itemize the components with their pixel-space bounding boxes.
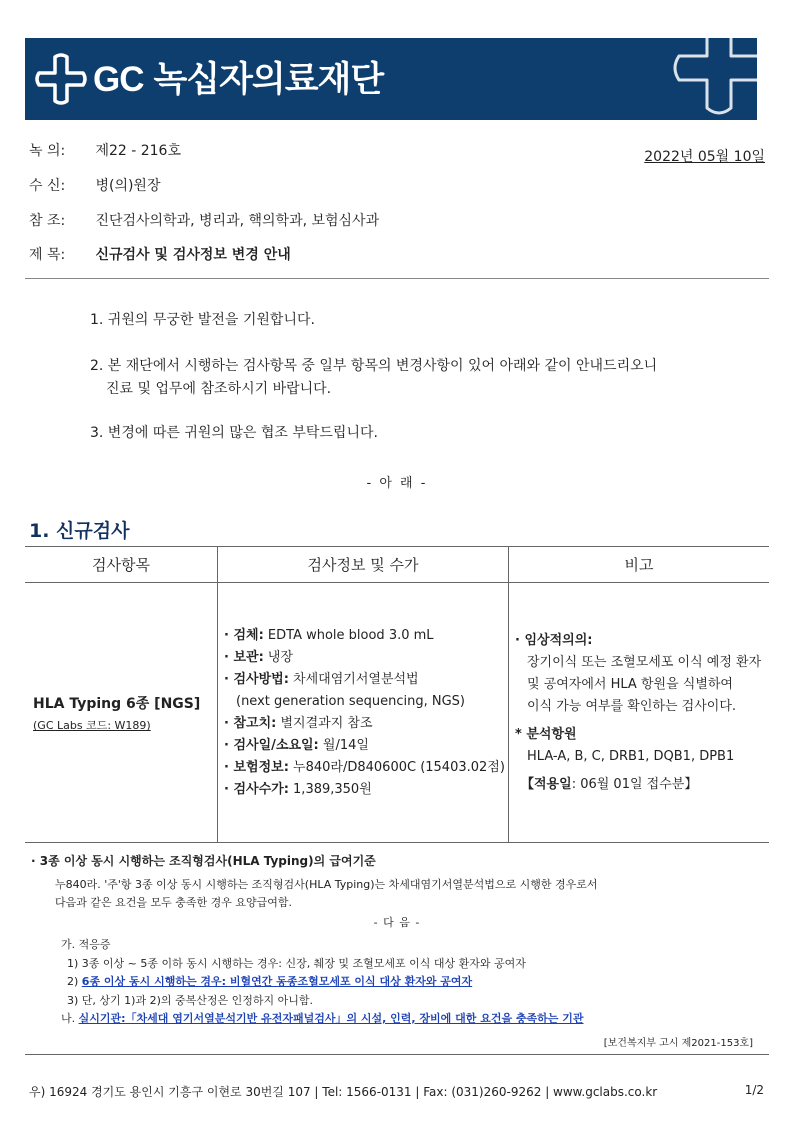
footer: [29, 1083, 764, 1100]
paragraph-3: 3. 변경에 따른 귀원의 많은 협조 부탁드립니다.: [90, 425, 378, 441]
header-cell: 비고: [509, 547, 770, 583]
notice-reference: [보건복지부 고시 제2021-153호]: [603, 1038, 753, 1049]
info-line: · 검사일/소요일: 월/14일: [224, 738, 369, 753]
standard-line: 1) 3종 이상 ~ 5종 이하 동시 시행하는 경우: 신장, 췌장 및 조혈모세포 이식 대상 환자와 공여자: [67, 957, 526, 970]
table-header-row: [25, 547, 769, 583]
standard-line: 누840라. '주'항 3종 이상 동시 시행하는 조직형검사(HLA Typing)는 차세대염기서열분석법으로 시행한 경우로서: [55, 878, 598, 891]
standard-line: 가. 적응증: [61, 938, 111, 951]
divider: [25, 278, 769, 279]
info-cell: [218, 583, 509, 844]
section-title: 1. 신규검사: [29, 520, 130, 542]
paragraph-1: 1. 귀원의 무궁한 발전을 기원합니다.: [90, 312, 315, 328]
header-banner: [25, 38, 757, 120]
standard-line: 다음과 같은 요건을 모두 충족한 경우 요양급여함.: [55, 896, 292, 909]
note-apply: 【적용일: 06월 01일 접수분】: [521, 777, 698, 792]
paragraph-2a: 2. 본 재단에서 시행하는 검사항목 중 일부 항목의 변경사항이 있어 아래와 같이 안내드리오니: [90, 358, 658, 374]
standard-line: 나. 실시기관:「차세대 염기서열분석기반 유전자패널검사」의 시설, 인력, 장비에 대한 요건을 충족하는 기관: [61, 1012, 584, 1025]
doc-subject: 제 목: 신규검사 및 검사정보 변경 안내: [29, 247, 291, 263]
note-antigen-label: * 분석항원: [515, 727, 577, 742]
logo-text: [93, 52, 383, 102]
standard-line: 3) 단, 상기 1)과 2)의 중복산정은 인정하지 아니함.: [67, 994, 313, 1007]
info-line: · 검체: EDTA whole blood 3.0 mL: [224, 628, 434, 643]
new-test-table: [25, 546, 769, 843]
note-cell: [509, 583, 770, 844]
standard-sub-heading: - 다 음 -: [373, 916, 421, 929]
item-cell: [25, 583, 218, 844]
logo-name: 녹십자의료재단: [153, 60, 384, 100]
standard-title: · 3종 이상 동시 시행하는 조직형검사(HLA Typing)의 급여기준: [31, 854, 376, 868]
item-name: HLA Typing 6종 [NGS]: [33, 696, 201, 712]
footer-contact: 우) 16924 경기도 용인시 기흥구 이현로 30번길 107 | Tel: 1566-0131 | Fax: (031)260-9262 | www.gclabs.co.kr: [29, 1085, 658, 1099]
note-line: 이식 가능 여부를 확인하는 검사이다.: [527, 699, 737, 714]
below-heading: - 아 래 -: [366, 476, 428, 491]
page-number: 1/2: [744, 1083, 764, 1097]
doc-number: 녹 의: 제22 - 216호: [29, 143, 181, 159]
logo-gc: GC: [93, 60, 144, 99]
decorative-cross-icon: [667, 38, 757, 120]
header-cell: 검사항목: [25, 547, 218, 583]
info-line: · 보험정보: 누840라/D840600C (15403.02점): [224, 760, 505, 775]
paragraph-2b: 진료 및 업무에 참조하시기 바랍니다.: [106, 381, 332, 397]
info-line: · 참고치: 별지결과지 참조: [224, 716, 373, 731]
doc-reference: 참 조: 진단검사의학과, 병리과, 핵의학과, 보험심사과: [29, 213, 380, 229]
table-row: [25, 583, 769, 844]
info-line: · 보관: 냉장: [224, 650, 294, 665]
item-code: (GC Labs 코드: W189): [33, 719, 151, 732]
note-antigen: HLA-A, B, C, DRB1, DQB1, DPB1: [527, 749, 735, 764]
insurance-standard-box: [25, 842, 769, 1055]
info-line: · 검사수가: 1,389,350원: [224, 782, 372, 797]
gc-logo-icon: [35, 53, 87, 105]
header-cell: 검사정보 및 수가: [218, 547, 509, 583]
note-clinical-label: · 임상적의의:: [515, 633, 593, 648]
info-line: (next generation sequencing, NGS): [236, 694, 465, 709]
doc-recipient: 수 신: 병(의)원장: [29, 178, 161, 194]
doc-date: 2022년 05월 10일: [644, 149, 765, 165]
note-line: 및 공여자에서 HLA 항원을 식별하여: [527, 677, 733, 692]
info-line: · 검사방법: 차세대염기서열분석법: [224, 672, 419, 687]
note-line: 장기이식 또는 조혈모세포 이식 예정 환자: [527, 655, 762, 670]
standard-line: 2) 6종 이상 동시 시행하는 경우: 비혈연간 동종조혈모세포 이식 대상 환자와 공여자: [67, 975, 473, 988]
